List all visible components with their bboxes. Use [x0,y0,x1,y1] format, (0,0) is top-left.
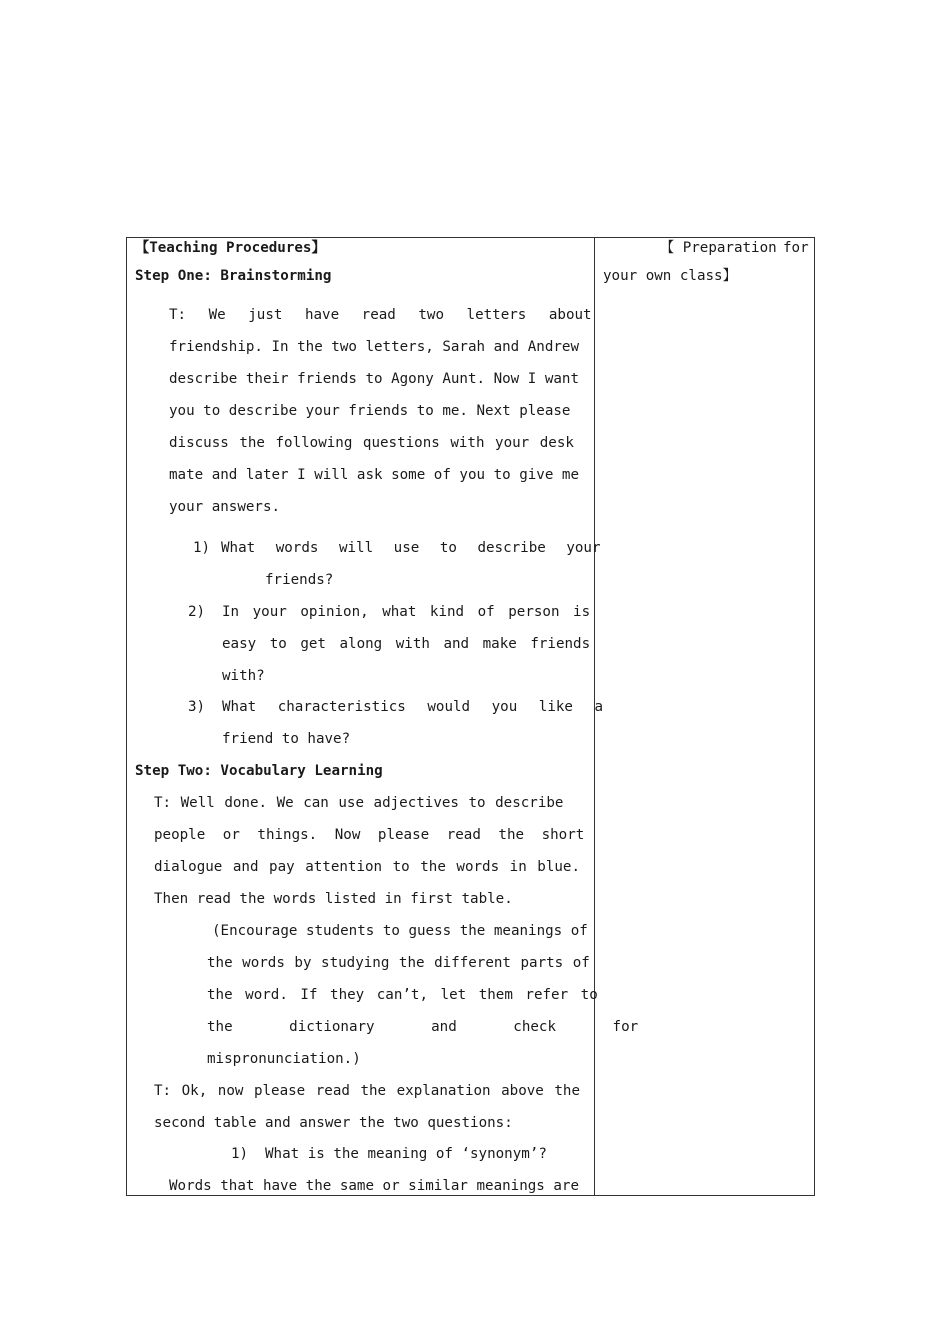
lesson-plan-table [126,237,815,1196]
question-2-line-3: with? [222,668,265,684]
step1-line-1 [169,306,592,324]
ok-line-1: T: Ok, now please read the explanation above the [154,1083,580,1099]
encourage-line-3: the word. If they can’t, let them refer to [207,987,598,1003]
own-class-label: your own class】 [603,268,737,284]
preparation-for: for [783,240,809,256]
question-3-number: 3) [188,699,206,715]
encourage-line-5: mispronunciation.) [207,1051,361,1067]
step2-line-1: T: Well done. We can use adjectives to describe [154,795,564,811]
last-line: Words that have the same or similar meanings are [169,1178,579,1194]
question-3-line-1: What characteristics would you like a [222,699,604,715]
encourage-line-2: the words by studying the different parts of [207,955,590,971]
step1-text: T: We just have read two letters about [169,307,592,323]
question-1-number: 1) [193,540,211,556]
step1-line-3: describe their friends to Agony Aunt. Now I want [169,371,579,387]
sub-question-1-number: 1) [231,1146,249,1162]
question-2-line-2: easy to get along with and make friends [222,636,591,652]
ok-line-2: second table and answer the two questions: [154,1115,513,1131]
preparation-label: 【 Preparation [660,240,777,256]
question-1-line-1: What words will use to describe your [221,540,601,556]
step1-line-6: mate and later I will ask some of you to give me [169,467,579,483]
teaching-procedures-header: 【Teaching Procedures】 [135,240,326,256]
sub-question-1: What is the meaning of ‘synonym’? [265,1146,547,1162]
step2-line-4: Then read the words listed in first table. [154,891,513,907]
step1-line-4: you to describe your friends to me. Next please [169,403,571,419]
step1-line-5: discuss the following questions with your desk [169,435,574,451]
step2-line-2: people or things. Now please read the short [154,827,585,843]
question-3-line-2: friend to have? [222,731,351,747]
question-2-line-1: In your opinion, what kind of person is [222,604,591,620]
step-one-title: Step One: Brainstorming [135,268,332,284]
encourage-line-4: the dictionary and check for [207,1019,639,1035]
step2-line-3: dialogue and pay attention to the words in blue. [154,859,580,875]
step1-line-2: friendship. In the two letters, Sarah and Andrew [169,339,579,355]
column-divider [594,238,595,1195]
step-two-title: Step Two: Vocabulary Learning [135,763,383,779]
question-1-line-2: friends? [265,572,334,588]
encourage-line-1: (Encourage students to guess the meanings of [212,923,588,939]
question-2-number: 2) [188,604,206,620]
step1-line-7: your answers. [169,499,281,515]
